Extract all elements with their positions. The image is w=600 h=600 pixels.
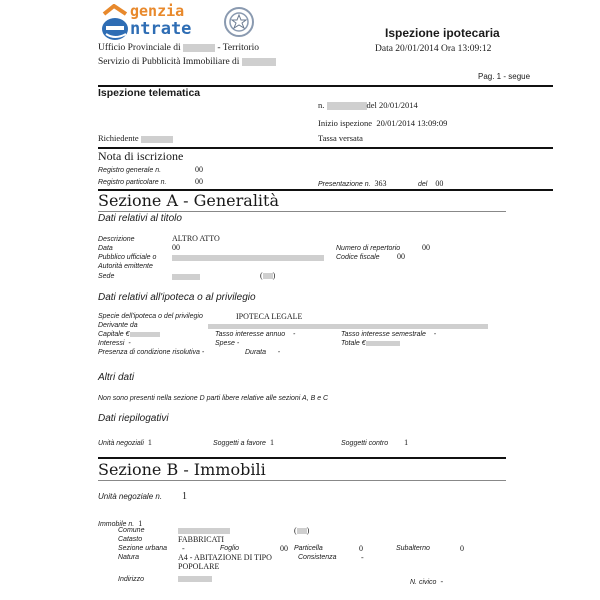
capitale-label: Capitale € [98, 331, 130, 338]
redacted-province [263, 273, 273, 279]
redacted-derivante [208, 324, 488, 329]
inspection-number [318, 100, 418, 110]
favore-label: Soggetti a favore [213, 440, 266, 447]
tasso-annuo [215, 331, 295, 339]
capitale-field [98, 331, 160, 339]
logo-e-emblem-icon [100, 4, 130, 42]
reg-particolare-label: Registro particolare n. [98, 179, 167, 186]
derivante-label: Derivante da [98, 322, 138, 329]
altri-heading: Altri dati [98, 372, 135, 383]
consistenza-value: - [361, 553, 364, 562]
particella-value: 0 [359, 544, 363, 553]
contro-label: Soggetti contro [341, 440, 389, 447]
specie-label: Specie dell'ipoteca o del privilegio [98, 313, 203, 320]
paren-close: ) [272, 271, 276, 280]
totale-field [341, 340, 400, 348]
favore-value: 1 [269, 438, 274, 447]
redacted-service [242, 58, 276, 66]
sede-province [260, 271, 275, 280]
codice-label: Codice fiscale [336, 254, 380, 261]
requester-label: Richiedente [98, 133, 139, 143]
redacted-number [327, 102, 367, 110]
durata-label: Durata [245, 349, 267, 356]
tasso-sem-label: Tasso interesse semestrale [341, 331, 426, 338]
foglio-value: 00 [280, 544, 288, 553]
section-b-title: Sezione B - Immobili [98, 460, 266, 479]
reg-generale-value: 00 [195, 165, 203, 174]
durata-value: - [277, 349, 281, 356]
rule [98, 211, 506, 212]
tasso-sem-value: - [433, 331, 437, 338]
section-a-title: Sezione A - Generalità [98, 191, 280, 210]
presentazione-label: Presentazione n. [318, 181, 371, 188]
del-value: 00 [435, 179, 444, 188]
nota-title: Nota di iscrizione [98, 149, 184, 163]
particella-label: Particella [294, 545, 323, 552]
unita-negoziale [98, 489, 187, 503]
ipoteca-heading: Dati relativi all'ipoteca o al privilegio [98, 292, 256, 303]
immobile-value: 1 [138, 519, 143, 528]
rule [98, 480, 506, 481]
logo-text-genzia: genzia [130, 2, 185, 20]
data-value: 00 [172, 243, 180, 252]
codice-value: 00 [397, 252, 405, 261]
durata-field [245, 349, 280, 357]
paren-open: ( [294, 526, 297, 535]
spese-label: Spese [215, 340, 235, 347]
spese-field [215, 340, 239, 348]
soggetti-favore [213, 436, 274, 449]
service-label: Servizio di Pubblicità Immobiliare di [98, 57, 240, 67]
data-label: Data [98, 245, 113, 252]
redacted-pubblico [172, 255, 324, 261]
logo-text-ntrate: ntrate [130, 19, 192, 39]
reg-particolare-value: 00 [195, 177, 203, 186]
soggetti-contro [341, 436, 408, 449]
doc-date: Data 20/01/2014 Ora 13:09:12 [375, 44, 492, 54]
paren-open: ( [260, 271, 263, 280]
immobile-label: Immobile n. [98, 521, 135, 528]
start-value: 20/01/2014 13:09:09 [376, 118, 448, 128]
tax-paid: Tassa versata [318, 133, 363, 143]
number-prefix: n. [318, 100, 325, 110]
redacted-office [183, 44, 215, 52]
altri-text: Non sono presenti nella sezione D parti libere relative alle sezioni A, B e C [98, 395, 329, 402]
indirizzo-label: Indirizzo [118, 576, 145, 583]
republic-emblem-icon [222, 4, 256, 40]
civico-field [410, 575, 443, 587]
sezione-urbana-label: Sezione urbana [118, 545, 168, 552]
comune-province [294, 526, 309, 535]
descrizione-value: ALTRO ATTO [172, 234, 220, 243]
totale-label: Totale € [341, 340, 366, 347]
unita-negoziali [98, 436, 152, 449]
condizione-label: Presenza di condizione risolutiva [98, 349, 200, 356]
redacted-capitale [130, 332, 160, 337]
spese-value: - [236, 340, 240, 347]
condizione-field [98, 349, 204, 357]
interessi-value: - [128, 340, 131, 347]
foglio-label: Foglio [220, 545, 240, 552]
repertorio-value: 00 [422, 243, 430, 252]
tasso-annuo-label: Tasso interesse annuo [215, 331, 286, 338]
del-label: del [418, 181, 428, 188]
consistenza-label: Consistenza [298, 554, 337, 561]
rule [98, 457, 506, 459]
requester [98, 133, 173, 143]
unita-value: 1 [147, 438, 152, 447]
start-label: Inizio ispezione [318, 118, 373, 128]
specie-value: IPOTECA LEGALE [236, 312, 303, 321]
pubblico-label: Pubblico ufficiale o [98, 254, 157, 261]
riepilogo-heading: Dati riepilogativi [98, 413, 169, 424]
office-suffix: - Territorio [217, 43, 260, 53]
doc-title: Ispezione ipotecaria [385, 26, 500, 40]
tasso-semestrale [341, 331, 436, 339]
subalterno-value: 0 [460, 544, 464, 553]
page-number: Pag. 1 - segue [478, 72, 531, 81]
natura-label: Natura [118, 554, 140, 561]
unita-label: Unità negoziali [98, 440, 144, 447]
inspection-title: Ispezione telematica [98, 87, 201, 99]
redacted-sede [172, 274, 200, 280]
catasto-value: FABBRICATI [178, 535, 225, 544]
paren-close: ) [306, 526, 310, 535]
condizione-value: - [201, 349, 205, 356]
sezione-urbana-value: - [182, 544, 185, 553]
inspection-start [318, 118, 447, 128]
repertorio-label: Numero di repertorio [336, 245, 401, 252]
redacted-requester [141, 136, 173, 143]
interessi-field [98, 340, 131, 348]
civico-value: - [440, 577, 444, 586]
unita-negoziale-value: 1 [182, 491, 188, 502]
natura-value-line1: A4 - ABITAZIONE DI TIPO [178, 553, 272, 562]
comune-label: Comune [118, 527, 145, 534]
unita-negoziale-label: Unità negoziale n. [98, 492, 163, 501]
subalterno-label: Subalterno [396, 545, 430, 552]
redacted-indirizzo [178, 576, 212, 582]
natura-value-line2: POPOLARE [178, 562, 220, 571]
contro-value: 1 [404, 438, 409, 447]
titolo-heading: Dati relativi al titolo [98, 213, 182, 224]
descrizione-label: Descrizione [98, 236, 135, 243]
service-line [98, 57, 276, 68]
reg-generale-label: Registro generale n. [98, 167, 162, 174]
tasso-annuo-value: - [292, 331, 296, 338]
civico-label: N. civico [410, 579, 437, 586]
autorita-label: Autorità emittente [98, 263, 153, 270]
agenzia-entrate-logo [98, 2, 218, 42]
office-label: Ufficio Provinciale di [98, 43, 181, 53]
redacted-province [297, 528, 307, 534]
redacted-comune [178, 528, 230, 534]
redacted-totale [366, 341, 400, 346]
number-suffix: del 20/01/2014 [366, 100, 418, 110]
sede-label: Sede [98, 273, 115, 280]
interessi-label: Interessi [98, 340, 125, 347]
catasto-label: Catasto [118, 536, 143, 543]
office-line [98, 43, 259, 54]
presentazione-value: 363 [374, 179, 387, 188]
